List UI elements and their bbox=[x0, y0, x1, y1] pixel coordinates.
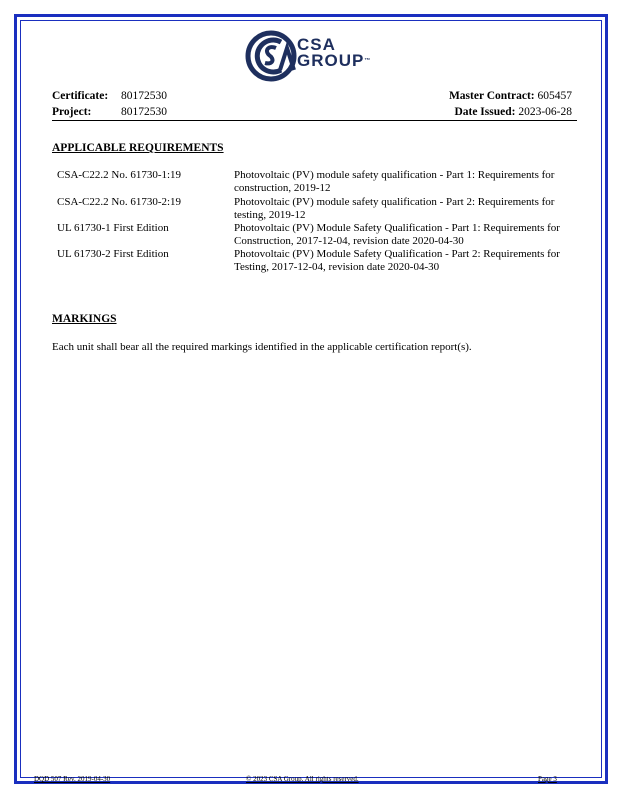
master-contract-label: Master Contract: bbox=[448, 90, 535, 102]
logo-trademark: ™ bbox=[364, 58, 371, 64]
requirement-standard: CSA-C22.2 No. 61730-2:19 bbox=[57, 196, 182, 208]
requirement-description: Photovoltaic (PV) module safety qualification - Part 2: Requirements for testing, 2019-12 bbox=[234, 196, 555, 221]
requirement-standard: CSA-C22.2 No. 61730-1:19 bbox=[57, 169, 182, 181]
markings-title: MARKINGS bbox=[52, 313, 117, 325]
certificate-label: Certificate: bbox=[52, 90, 109, 102]
project-row bbox=[52, 106, 167, 118]
certificate-row bbox=[52, 90, 167, 102]
requirement-standard: UL 61730-2 First Edition bbox=[57, 248, 169, 260]
master-contract-value: 605457 bbox=[537, 90, 572, 102]
footer-page-number: Page 3 bbox=[538, 775, 557, 783]
logo-wordmark bbox=[297, 37, 370, 69]
logo-line-2 bbox=[297, 53, 370, 69]
markings-text: Each unit shall bear all the required markings identified in the applicable certification report(s). bbox=[52, 341, 472, 353]
logo-line-1: CSA bbox=[297, 35, 336, 54]
date-issued-label: Date Issued: bbox=[454, 106, 516, 118]
master-contract-row bbox=[449, 90, 572, 102]
project-label: Project: bbox=[52, 106, 92, 118]
requirement-description: Photovoltaic (PV) module safety qualification - Part 1: Requirements for construction, 2019-12 bbox=[234, 169, 555, 194]
date-issued-value: 2023-06-28 bbox=[518, 106, 572, 118]
requirement-standard: UL 61730-1 First Edition bbox=[57, 222, 169, 234]
date-issued-row bbox=[454, 106, 572, 118]
requirement-description: Photovoltaic (PV) Module Safety Qualification - Part 2: Requirements for Testing, 2017-12-04, revision date 2020-04-30 bbox=[234, 248, 560, 273]
logo-line-2-text: GROUP bbox=[297, 51, 365, 70]
footer-copyright: © 2023 CSA Group. All rights reserved. bbox=[246, 775, 359, 783]
applicable-requirements-title: APPLICABLE REQUIREMENTS bbox=[52, 142, 224, 154]
page-border-inner bbox=[20, 20, 602, 778]
footer-document-code: DQD 507 Rev. 2019-04-30 bbox=[34, 775, 111, 783]
requirement-description: Photovoltaic (PV) Module Safety Qualification - Part 1: Requirements for Construction, 2017-12-04, revision date 2020-04-30 bbox=[234, 222, 560, 247]
project-value: 80172530 bbox=[121, 106, 167, 118]
header-divider bbox=[52, 120, 577, 121]
certificate-value: 80172530 bbox=[121, 90, 167, 102]
